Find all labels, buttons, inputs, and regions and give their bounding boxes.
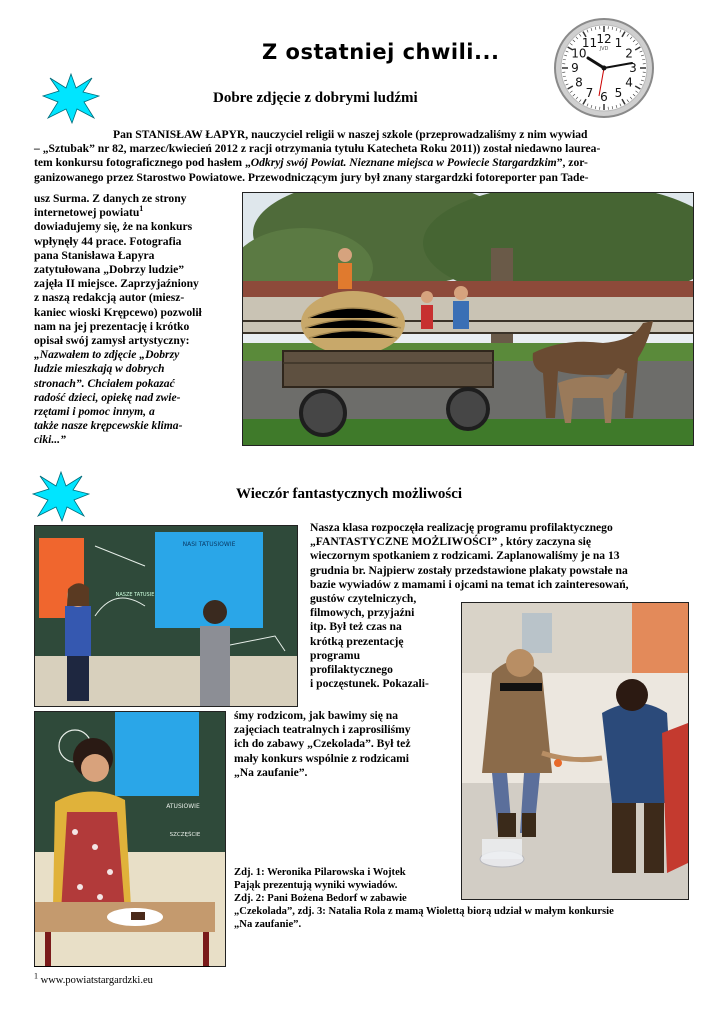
photo-captions bbox=[234, 866, 684, 931]
col-line: dowiadujemy się, że na konkurs bbox=[34, 220, 193, 234]
clock-numeral: 8 bbox=[575, 75, 583, 90]
a2-line: śmy rodzicom, jak bawimy się na bbox=[234, 709, 399, 722]
quote-line: ciki...” bbox=[34, 433, 66, 447]
caption-line: „Na zaufanie”. bbox=[234, 919, 302, 930]
clock-numeral: 2 bbox=[625, 46, 633, 61]
quote-line: stronach”. Chciałem pokazać bbox=[34, 376, 175, 390]
clock-numeral: 7 bbox=[585, 86, 594, 101]
quote-line: ludzie mieszkają w dobrych bbox=[34, 362, 165, 376]
footnote bbox=[34, 971, 153, 986]
board-text: ATUSIOWIE bbox=[166, 803, 200, 810]
footnote-marker: 1 bbox=[34, 971, 38, 981]
poster-text: NASI TATUSIOWIE bbox=[182, 541, 236, 548]
caption-line: Zdj. 1: Weronika Pilarowska i Wojtek bbox=[234, 867, 406, 878]
intro-line-3: tem konkursu fotograficznego pod hasłem „Odkryj swój Powiat. Nieznane miejsca w Powiecie Stargardzkim”, zor- bbox=[34, 156, 588, 170]
article1-heading: Dobre zdjęcie z dobrymi ludźmi bbox=[213, 90, 418, 106]
wall-clock-icon bbox=[552, 16, 656, 120]
a2-line: gustów czytelniczych, bbox=[310, 592, 417, 606]
a2-line: „FANTASTYCZNE MOŻLIWOŚCI” , który zaczyna się bbox=[310, 535, 592, 549]
clock-numeral: 4 bbox=[625, 75, 633, 90]
col-line: opisał swój zamysł artystyczny: bbox=[34, 334, 190, 348]
footnote-rule bbox=[34, 966, 210, 967]
col-line: zajęła II miejsce. Zaprzyjaźniony bbox=[34, 277, 199, 291]
col-line: nam na jej prezentację i krótko bbox=[34, 319, 190, 333]
a2-line: zajęciach teatralnych i zaprosiliśmy bbox=[234, 723, 411, 737]
col-line: usz Surma. Z danych ze strony bbox=[34, 192, 187, 205]
col-line: pana Stanisława Łapyra bbox=[34, 248, 155, 262]
a2-line: programu bbox=[310, 648, 361, 662]
photo-trust-game bbox=[461, 602, 689, 900]
caption-line: „Czekolada”, zdj. 3: Natalia Rola z mamą Wiolettą biorą udział w małym konkursie bbox=[234, 906, 614, 917]
article1-intro bbox=[34, 128, 694, 185]
a2-line: i poczęstunek. Pokazali- bbox=[310, 677, 429, 691]
quote-line: radość dzieci, opiekę nad zwie- bbox=[34, 390, 181, 404]
a2-line: Nasza klasa rozpoczęła realizację programu profilaktycznego bbox=[310, 521, 613, 534]
a2-line: ich do zabawy „Czekolada”. Był też bbox=[234, 737, 411, 751]
col-line: zatytułowana „Dobrzy ludzie” bbox=[34, 263, 185, 277]
quote-line: rzętami i pomoc innym, a bbox=[34, 405, 155, 419]
board-text: NASZE TATUSIE bbox=[115, 592, 155, 598]
a2-line: profilaktycznego bbox=[310, 663, 393, 677]
photo-czekolada-game bbox=[34, 711, 226, 967]
a2-line: wieczornym spotkaniem z rodzicami. Zaplanowaliśmy je na 13 bbox=[310, 549, 620, 563]
intro-line-4: ganizowanego przez Starostwo Powiatowe. Przewodniczącym jury był znany stargardzki fotoreporter pan Tade- bbox=[34, 170, 589, 184]
starburst-icon bbox=[32, 470, 90, 522]
page-title: Z ostatniej chwili... bbox=[262, 40, 500, 64]
clock-brand: JVD bbox=[599, 46, 609, 52]
clock-numeral: 1 bbox=[614, 35, 623, 50]
clock-numeral: 10 bbox=[571, 46, 587, 61]
a2-line: krótką prezentację bbox=[310, 634, 404, 648]
clock-numeral: 11 bbox=[581, 35, 598, 50]
quote-line: „Nazwałem to zdjęcie „Dobrzy bbox=[34, 348, 180, 362]
caption-line: Pająk prezentują wyniki wywiadów. bbox=[234, 880, 398, 891]
starburst-icon bbox=[42, 72, 100, 124]
author-quote bbox=[34, 348, 244, 447]
clock-numeral: 6 bbox=[600, 90, 608, 104]
clock-numeral: 9 bbox=[571, 61, 579, 75]
article2-text-lower bbox=[234, 709, 464, 780]
photo-classroom-posters bbox=[34, 525, 298, 707]
a2-line: „Na zaufanie”. bbox=[234, 765, 308, 779]
col-line: kaniec wioski Krępcewo) pozwolił bbox=[34, 305, 202, 319]
a2-line: mały konkurs wspólnie z rodzicami bbox=[234, 751, 409, 765]
col-line: wpłynęły 44 prace. Fotografia bbox=[34, 234, 182, 248]
contest-title: Odkryj swój Powiat. Nieznane miejsca w Powiecie Stargardzkim bbox=[250, 156, 557, 170]
article2-heading: Wieczór fantastycznych możliwości bbox=[236, 486, 463, 502]
board-text: SZCZĘŚCIE bbox=[169, 832, 201, 838]
footnote-url[interactable]: www.powiatstargardzki.eu bbox=[40, 975, 153, 986]
clock-numeral: 12 bbox=[596, 32, 612, 46]
col-line: internetowej powiatu$^1$ bbox=[34, 204, 144, 220]
a2-line: grudnia br. Najpierw zostały przedstawione plakaty powstałe na bbox=[310, 563, 628, 577]
photo-horse-cart bbox=[242, 192, 694, 446]
a2-line: bazie wywiadów z mamami i ojcami na temat ich zainteresowań, bbox=[310, 577, 629, 591]
caption-line: Zdj. 2: Pani Bożena Bedorf w zabawie bbox=[234, 893, 407, 904]
a2-line: itp. Był też czas na bbox=[310, 620, 402, 634]
a2-line: filmowych, przyjaźni bbox=[310, 606, 415, 620]
clock-numeral: 5 bbox=[614, 86, 623, 101]
quote-line: także nasze krępcewskie klima- bbox=[34, 419, 183, 433]
intro-line-2: – „Sztubak” nr 82, marzec/kwiecień 2012 z racji otrzymania tytułu Katecheta Roku 2011)) został niedawno laurea- bbox=[34, 142, 601, 156]
article1-column bbox=[34, 192, 244, 448]
intro-line-1: Pan STANISŁAW ŁAPYR, nauczyciel religii w naszej szkole (przeprowadzaliśmy z nim wywiad bbox=[113, 128, 588, 141]
clock-numeral: 3 bbox=[629, 61, 637, 75]
footnote-ref: 1 bbox=[139, 204, 144, 214]
col-line: z naszą redakcją autor (miesz- bbox=[34, 291, 185, 305]
